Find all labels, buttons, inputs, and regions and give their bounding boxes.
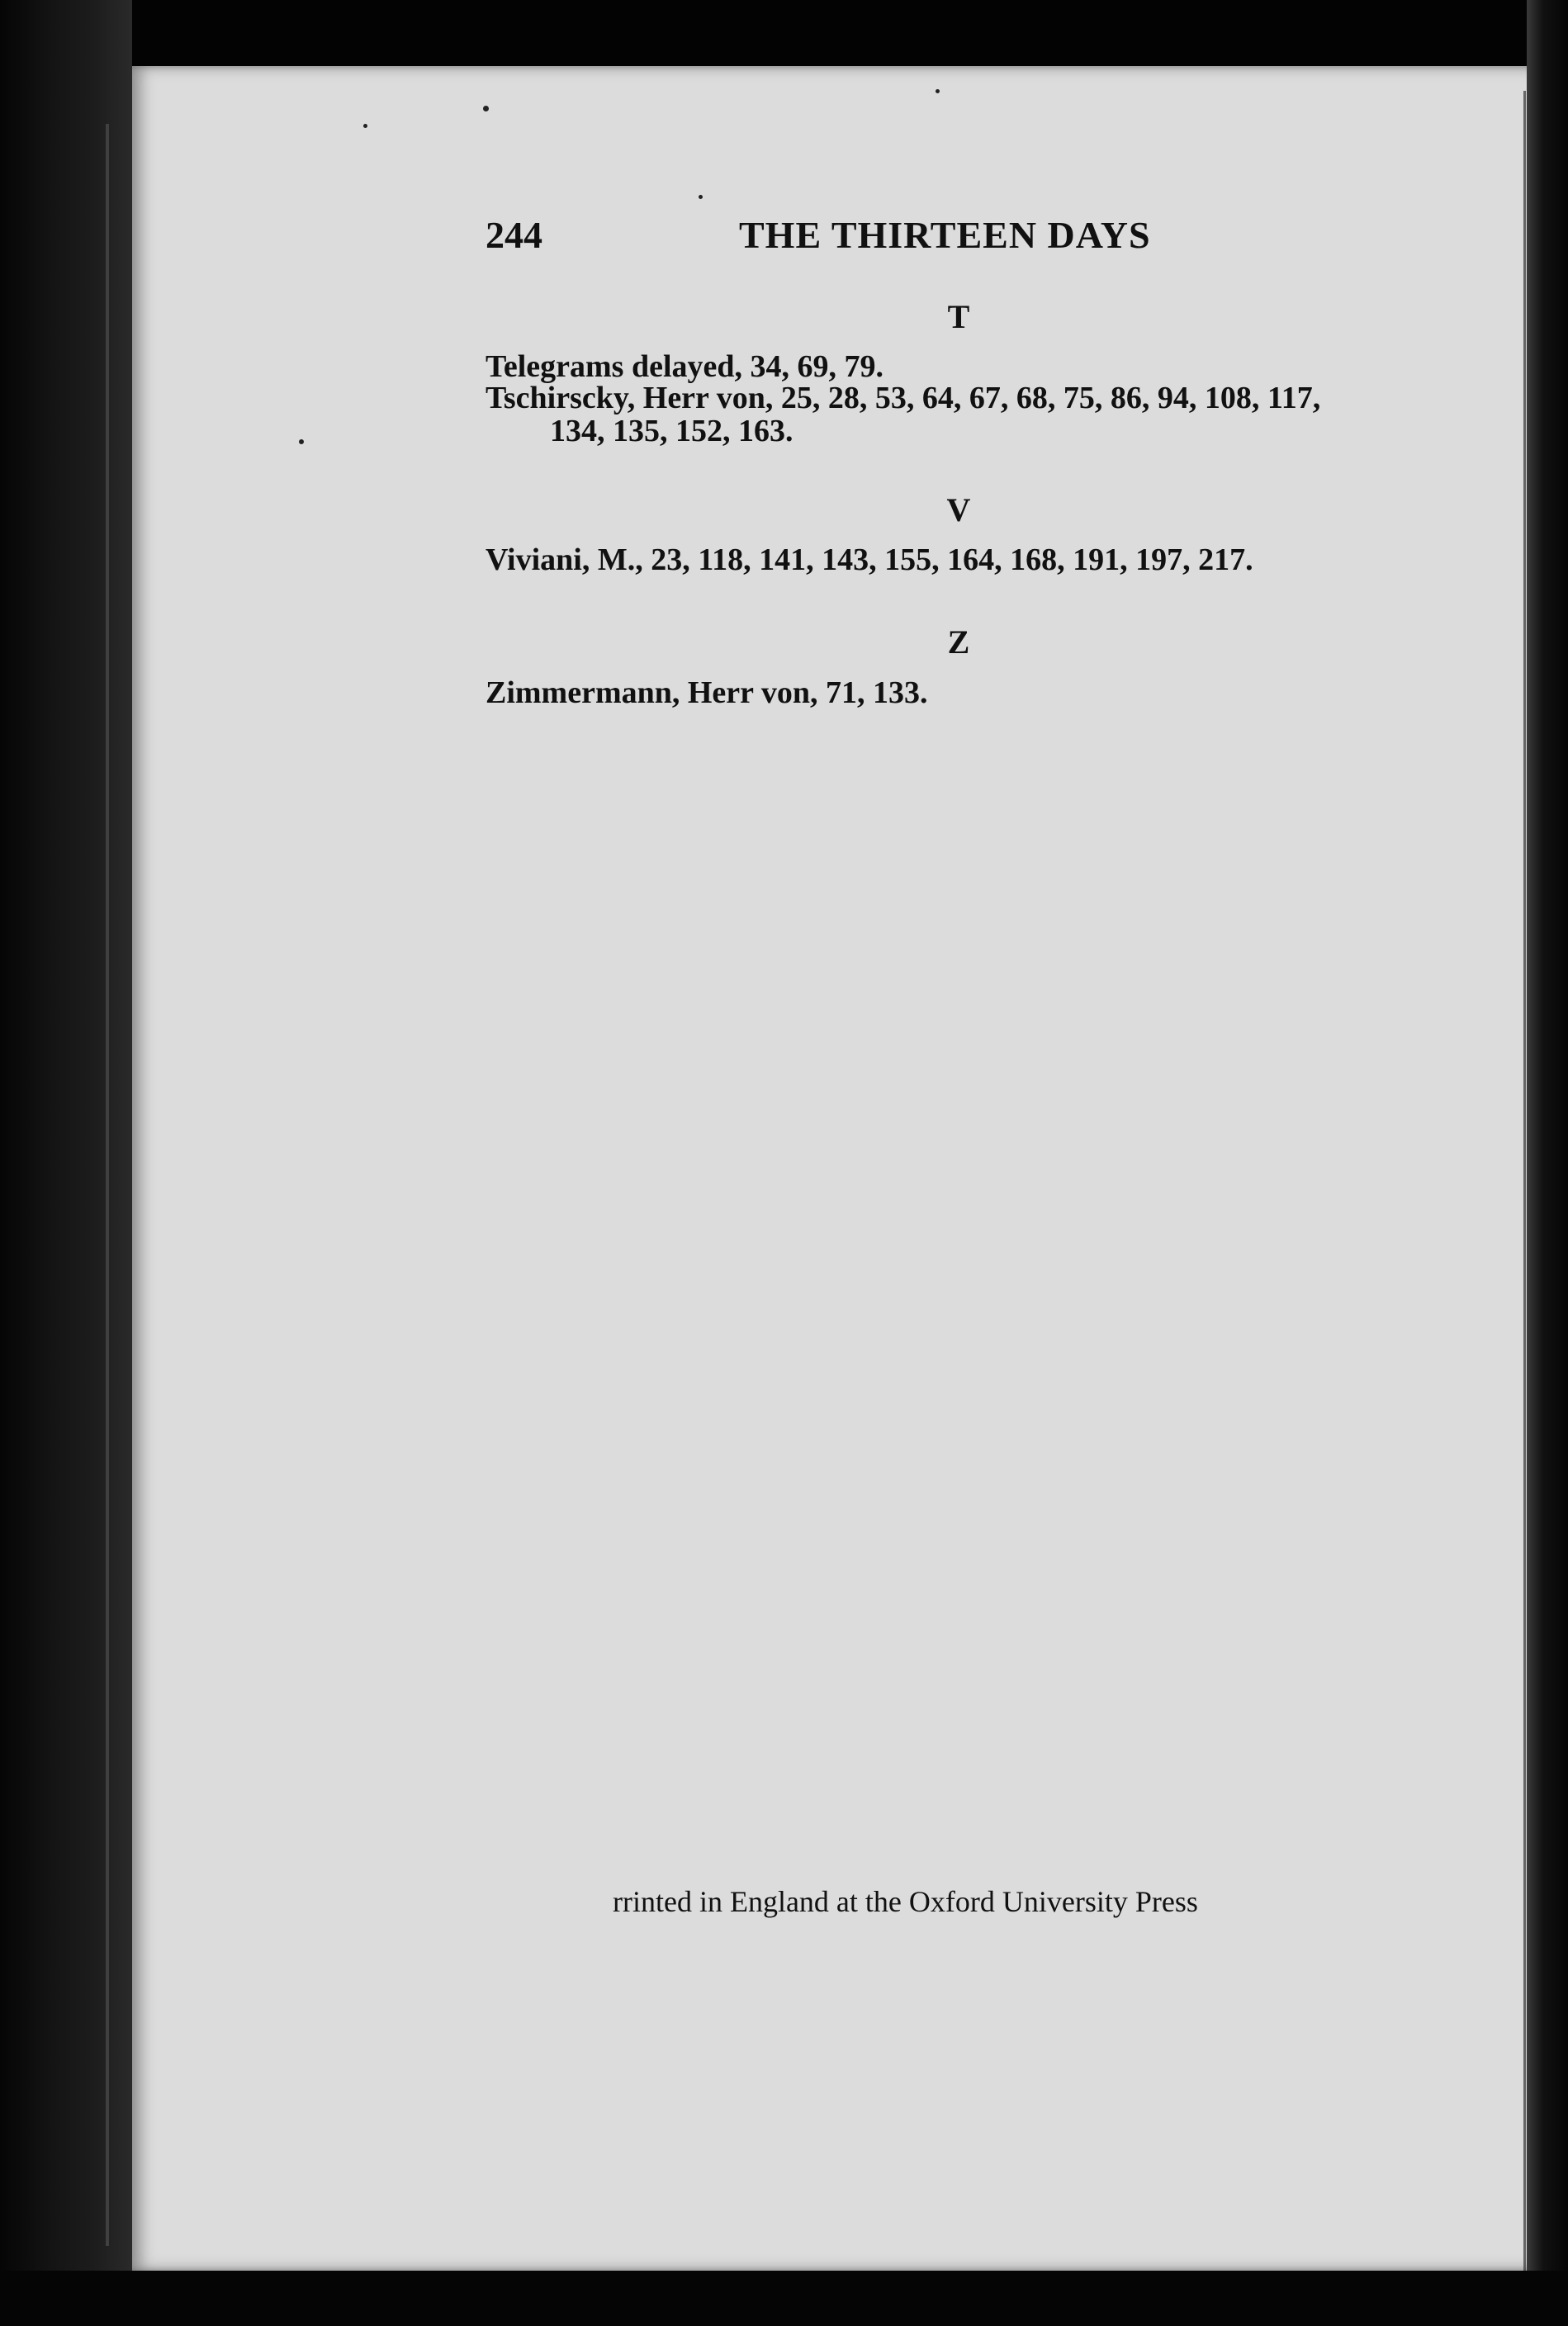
- printer-imprint: rrinted in England at the Oxford University Press: [613, 1885, 1198, 1918]
- right-border: [1527, 0, 1568, 2326]
- section-letter-t: T: [947, 298, 970, 335]
- spine-highlight: [106, 124, 109, 2246]
- section-letter-v: V: [946, 491, 971, 528]
- book-spine-edge: [0, 0, 132, 2326]
- section-letter-z: Z: [947, 623, 970, 661]
- right-page-rule: [1523, 91, 1526, 2271]
- index-entry: Telegrams delayed, 34, 69, 79.: [486, 349, 884, 384]
- dust-speck: [699, 195, 703, 199]
- index-entry-continuation: 134, 135, 152, 163.: [550, 414, 793, 448]
- top-border: [0, 0, 1568, 66]
- index-entry: Tschirscky, Herr von, 25, 28, 53, 64, 67, 68, 75, 86, 94, 108, 117,: [486, 381, 1321, 415]
- dust-speck: [299, 439, 304, 444]
- running-title: THE THIRTEEN DAYS: [739, 214, 1151, 256]
- bottom-border: [0, 2271, 1568, 2326]
- dust-speck: [483, 106, 489, 111]
- dust-speck: [363, 124, 367, 128]
- index-entry: Viviani, M., 23, 118, 141, 143, 155, 164, 168, 191, 197, 217.: [486, 542, 1253, 577]
- index-entry: Zimmermann, Herr von, 71, 133.: [486, 675, 928, 710]
- dust-speck: [936, 89, 940, 93]
- page-number: 244: [486, 214, 542, 256]
